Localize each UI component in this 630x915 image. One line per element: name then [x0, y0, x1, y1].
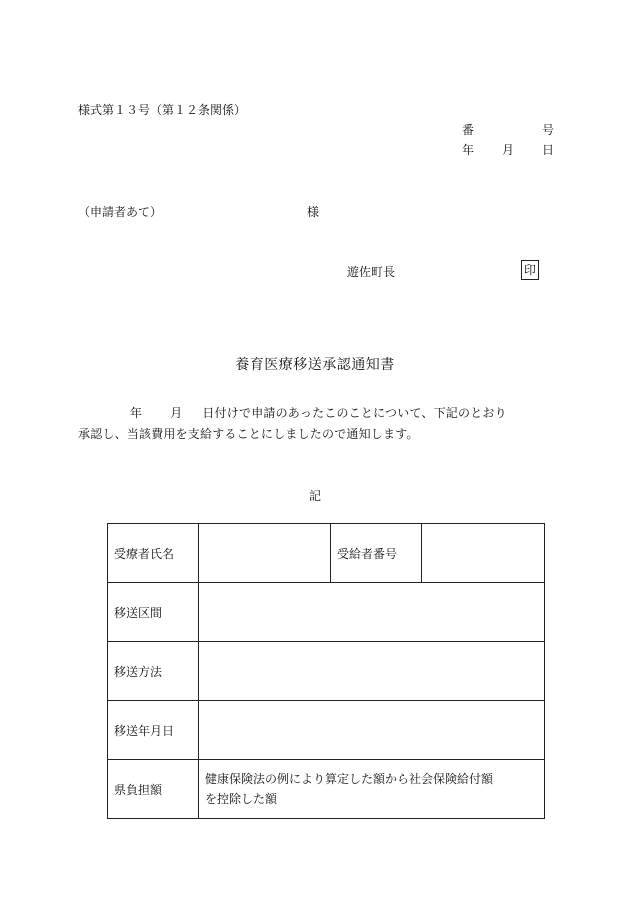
- body-month-label: 月: [170, 406, 183, 420]
- form-number: 様式第１３号（第１２条関係）: [78, 103, 247, 117]
- issuer-name: 遊佐町長: [347, 265, 396, 279]
- date-year-label: 年: [462, 143, 475, 157]
- body-year-label: 年: [130, 406, 143, 420]
- prefecture-burden-value: [199, 760, 545, 819]
- table-row: [108, 524, 545, 583]
- patient-name-label: 受療者氏名: [108, 524, 199, 583]
- table-row: [108, 583, 545, 642]
- table-row: [108, 701, 545, 760]
- details-table: [107, 523, 545, 819]
- recipient-number-field[interactable]: [422, 524, 545, 583]
- table-row: [108, 760, 545, 819]
- notice-body: [78, 403, 558, 445]
- reference-number-label: 番: [462, 123, 475, 137]
- document-title: 養育医療移送承認通知書: [235, 357, 395, 373]
- notice-body-line-1: [78, 403, 558, 424]
- prefecture-burden-label: 県負担額: [108, 760, 199, 819]
- prefecture-burden-note-line-2: を控除した額: [205, 792, 278, 806]
- table-row: [108, 642, 545, 701]
- date-day-label: 日: [542, 143, 555, 157]
- reference-number-suffix: 号: [542, 123, 555, 137]
- transport-method-field[interactable]: [199, 642, 545, 701]
- transport-date-label: 移送年月日: [108, 701, 199, 760]
- body-line-1-text: 日付けで申請のあったこのことについて、下記のとおり: [202, 406, 507, 420]
- notice-body-line-2: 承認し、当該費用を支給することにしましたので通知します。: [78, 427, 419, 441]
- transport-date-field[interactable]: [199, 701, 545, 760]
- date-month-label: 月: [502, 143, 515, 157]
- seal-stamp: 印: [521, 260, 539, 280]
- patient-name-field[interactable]: [199, 524, 331, 583]
- transport-section-field[interactable]: [199, 583, 545, 642]
- honorific: 様: [307, 205, 320, 219]
- prefecture-burden-note-line-1: 健康保険法の例により算定した額から社会保険給付額: [205, 772, 494, 786]
- transport-method-label: 移送方法: [108, 642, 199, 701]
- recipient-line: （申請者あて）: [78, 205, 163, 219]
- recipient-number-label: 受給者番号: [331, 524, 422, 583]
- ki-heading: 記: [308, 489, 321, 503]
- transport-section-label: 移送区間: [108, 583, 199, 642]
